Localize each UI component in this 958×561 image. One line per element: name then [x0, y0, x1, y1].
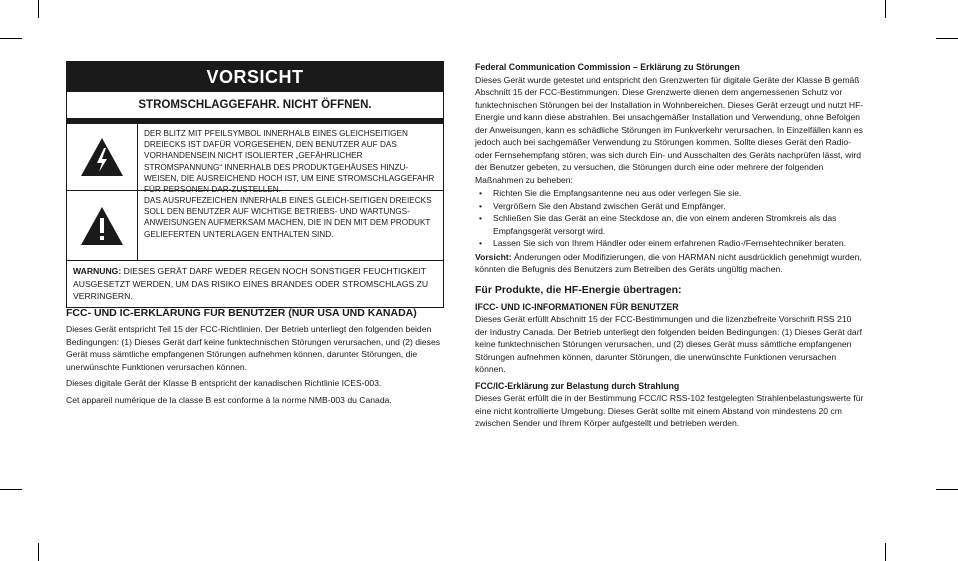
nmb-paragraph: Cet appareil numérique de la classe B est conforme à la norme NMB-003 du Canada. — [66, 394, 392, 405]
crop-mark — [0, 489, 22, 490]
lightning-explanation: DER BLITZ MIT PFEILSYMBOL INNERHALB EINES GLEICHSEITIGEN DREIECKS IST DAFÜR VORGESEHEN, DEN BENUTZER AUF DAS VORHANDENSEIN NICHT ISOLIERTER „GEFÄHRLICHER STROMSPANNUNG“ INNERHALB DES PRODUKTGEHÄUSES HINZU-WEISEN, DIE AUSREICHEND HOCH IST, UM EINE STROMSCHLAGGEFAHR FÜR PERSONEN DAR-ZUSTELLEN. — [144, 129, 435, 195]
fcc-paragraph: Dieses Gerät entspricht Teil 15 der FCC-Richtlinien. Der Betrieb unterliegt den folgenden beiden Bedingungen: (1) Dieses Gerät darf keine funktechnischen Störungen verursachen, und (2) dieses Gerät muss sämtliche empfangenen Störungen aufnehmen können, darunter Störungen, die unerwünschte Funktionen verursachen können. — [66, 324, 441, 372]
hf-energy-heading: Für Produkte, die HF-Energie übertragen: — [475, 283, 682, 296]
radiation-heading: FCC/IC-Erklärung zur Belastung durch Strahlung — [475, 380, 680, 391]
crop-mark — [885, 0, 886, 18]
crop-mark — [885, 543, 886, 561]
crop-mark — [936, 38, 958, 39]
caution-label: Vorsicht: — [475, 251, 512, 262]
right-column — [475, 61, 865, 430]
crop-mark — [0, 38, 22, 39]
caution-title: VORSICHT — [67, 62, 443, 92]
warning-footer — [67, 261, 443, 307]
caution-text: Änderungen oder Modifizierungen, die von HARMAN nicht ausdrücklich genehmigt wurden, könnten die Befugnis des Benutzers zum Betreiben des Geräts ungültig machen. — [475, 251, 862, 274]
list-item: • Vergrößern Sie den Abstand zwischen Gerät und Empfänger. — [475, 200, 865, 213]
crop-mark — [38, 543, 39, 561]
measures-list — [475, 187, 865, 250]
list-item: • Lassen Sie sich von Ihrem Händler oder einem erfahrenen Radio-/Fernsehtechniker beraten. — [475, 237, 865, 250]
list-item: • Schließen Sie das Gerät an eine Steckdose an, die von einem anderen Stromkreis als das Empfangsgerät versorgt wird. — [475, 212, 865, 237]
warning-text: DIESES GERÄT DARF WEDER REGEN NOCH SONSTIGER FEUCHTIGKEIT AUSGESETZT WERDEN, UM DAS RISIKO EINES BRANDES ODER STROMSCHLAGS ZU VERRINGERN. — [73, 266, 429, 301]
lightning-triangle-icon — [67, 124, 138, 190]
radiation-paragraph: Dieses Gerät erfüllt die in der Bestimmung FCC/IC RSS-102 festgelegten Strahlenbelastungswerte für eine nicht kontrollierte Umgebung. Dieses Gerät sollte mit einem Abstand von mindestens 20 cm zwischen Sender und Ihrem Körper aufgestellt und betrieben werden. — [475, 393, 864, 428]
ic-info-heading: IFCC- UND IC-INFORMATIONEN FÜR BENUTZER — [475, 301, 679, 312]
ic-info-paragraph: Dieses Gerät erfüllt Abschnitt 15 der FCC-Bestimmungen und die lizenzbefreite Vorschrift RSS 210 der Industry Canada. Der Betrieb unterliegt den folgenden beiden Bedingungen: (1) Dieses Gerät darf keine funktechnischen Störungen verursachen, und (2) dieses Gerät muss sämtliche empfangenen Störungen aufnehmen können, darunter Störungen, die unerwünschte Funktionen verursachen können. — [475, 314, 862, 374]
caution-paragraph — [475, 251, 865, 276]
exclamation-row — [67, 191, 443, 261]
exclamation-triangle-icon — [67, 191, 138, 260]
crop-mark — [936, 489, 958, 490]
caution-box — [66, 61, 444, 308]
list-item: • Richten Sie die Empfangsantenne neu aus oder verlegen Sie sie. — [475, 187, 865, 200]
lightning-row — [67, 124, 443, 195]
fcc-interference-heading: Federal Communication Commission – Erklärung zu Störungen — [475, 62, 740, 72]
warning-label: WARNUNG: — [73, 266, 122, 276]
exclamation-explanation: DAS AUSRUFEZEICHEN INNERHALB EINES GLEICH-SEITIGEN DREIECKS SOLL DEN BENUTZER AUF WICHTIGE BETRIEBS- UND WARTUNGS-ANWEISUNGEN AUFMERKSAM MACHEN, DIE IN DEN MIT DEM PRODUKT GELIEFERTEN UNTERLAGEN ENTHALTEN SIND. — [144, 196, 432, 239]
caution-subtitle: STROMSCHLAGGEFAHR. NICHT ÖFFNEN. — [67, 92, 443, 119]
ices-paragraph: Dieses digitale Gerät der Klasse B entspricht der kanadischen Richtlinie ICES-003. — [66, 378, 382, 388]
crop-mark — [38, 0, 39, 18]
fcc-ic-heading: FCC- UND IC-ERKLÄRUNG FÜR BENUTZER (NUR USA UND KANADA) — [66, 307, 417, 319]
left-column — [66, 306, 454, 406]
fcc-interference-paragraph: Dieses Gerät wurde getestet und entspricht den Grenzwerten für digitale Geräte der Klasse B gemäß Abschnitt 15 der FCC-Bestimmungen. Diese Grenzwerte dienen dem angemessenen Schutz vor funktechnischen Störungen bei der Installation in Wohnbereichen. Dieses Gerät erzeugt und nutzt HF-Energie und kann diese abstrahlen. Bei unsachgemäßer Installation und Verwendung, ohne Befolgen der Anweisungen, kann es schädliche Störungen im Funkverkehr verursachen. In Einzelfällen kann es jedoch auch bei sachgemäßer Verwendung zu Störungen kommen. Sollte dieses Gerät den Radio- oder Fernsehempfang stören, was sich durch Ein- und Ausschalten des Geräts nachprüfen lässt, wird der Benutzer gebeten, zu versuchen, die Störungen durch eine oder mehrere der folgenden Maßnahmen zu beheben: — [475, 74, 864, 185]
